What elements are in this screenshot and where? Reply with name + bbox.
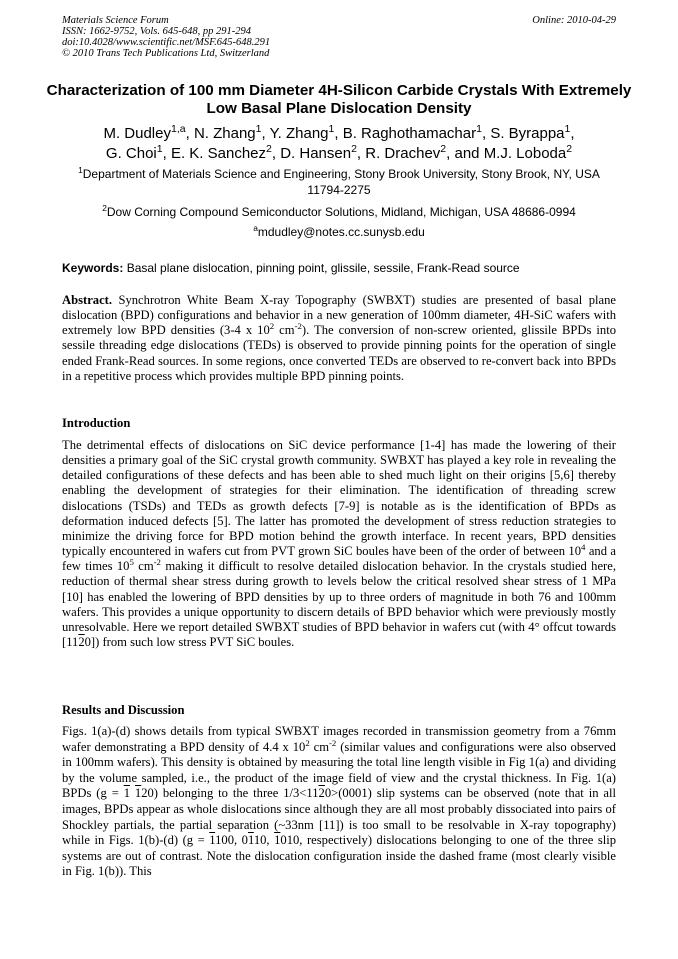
author: N. Zhang — [193, 125, 256, 142]
affiliation-2: $^2$Dow Corning Compound Semiconductor Solutions, Midland, Michigan, USA 48686-0994 — [102, 203, 576, 219]
keywords: Keywords: Basal plane dislocation, pinning point, glissile, sessile, Frank-Read source — [62, 261, 520, 275]
author-list: M. Dudley$^{1,a}$, N. Zhang$^1$, Y. Zhang$^1$, B. Raghothamachar$^1$, S. Byrappa$^1$, G. Choi$^1$, E. K. Sanchez$^2$, D. Hansen$^2$, R. Drachev$^2$, and M.J. Loboda$^2$ — [103, 123, 575, 162]
doi-line: doi:10.4028/www.scientific.net/MSF.645-648.291 — [62, 37, 271, 48]
journal-name: Materials Science Forum — [62, 15, 169, 26]
author: M.J. Loboda — [483, 144, 567, 162]
journal-header — [62, 15, 270, 59]
author: B. Raghothamachar — [342, 125, 477, 142]
author-email: $^a$mdudley@notes.cc.sunysb.edu — [253, 223, 425, 239]
author: M. Dudley — [103, 125, 171, 142]
section-heading-results: Results and Discussion — [62, 703, 185, 717]
author: E. K. Sanchez — [170, 144, 267, 162]
affiliation-1: $^1$Department of Materials Science and Engineering, Stony Brook University, Stony Brook, NY, USA 11794-2275 — [78, 165, 600, 197]
author: R. Drachev — [365, 144, 441, 162]
paper-title: Characterization of 100 mm Diameter 4H-Silicon Carbide Crystals With Extremely Low Basal Plane Dislocation Density — [46, 82, 632, 117]
author: D. Hansen — [280, 144, 352, 162]
author: S. Byrappa — [490, 125, 565, 142]
section-heading-introduction: Introduction — [62, 416, 131, 430]
abstract-label: Abstract. — [62, 293, 113, 307]
issn-line: ISSN: 1662-9752, Vols. 645-648, pp 291-294 — [62, 26, 251, 37]
copyright-line: © 2010 Trans Tech Publications Ltd, Switzerland — [62, 48, 270, 59]
results-paragraph: Figs. 1(a)-(d) shows details from typical SWBXT images recorded in transmission geometry from a 76mm wafer demonstrating a BPD density of 4.4 x $10^2$ $cm^{-2}$ (similar values and configurations were also observed in 100mm wafers). This density is obtained by measuring the total line length visible in Fig 1(a) and dividing by the volume sampled, i.e., the product of the image field of view and the crystal thickness. In Fig. 1(a) BPDs (g = 1 120) belonging to the three 1/3<1120>(0001) slip systems can be observed (note that in all images, BPDs appear as whole dislocations since although they are all most probably dissociated into pairs of Shockley partials, the partial separation (~33nm [11]) is too small to be resolvable in X-ray topography) while in Figs. 1(b)-(d) (g = 1100, 0110, 1010, respectively) dislocations belonging to one of the three slip systems are out of contrast. Note the dislocation configuration inside the dashed frame (most clearly visible in Fig. 1(b)). This — [62, 724, 617, 879]
online-date: Online: 2010-04-29 — [532, 15, 616, 26]
author: Y. Zhang — [269, 125, 329, 142]
author: G. Choi — [105, 144, 157, 162]
abstract-paragraph: Abstract. Synchrotron White Beam X-ray Topography (SWBXT) studies are presented of basal plane dislocation (BPD) configurations and behavior in a new generation of 100mm diameter, 4H-SiC wafers with extremely low BPD densities (3-4 x $10^2$ $cm^{-2}$). The conversion of non-screw oriented, glissile BPDs into sessile threading edge dislocations (TEDs) is observed to provide pinning points for the operation of single ended Frank-Read sources. In some regions, once converted TEDs are observed to re-convert back into BPDs in a repetitive process which provides multiple BPD pinning points. — [62, 293, 616, 383]
introduction-paragraph: The detrimental effects of dislocations on SiC device performance [1-4] has made the lowering of their densities a primary goal of the SiC crystal growth community. SWBXT has played a key role in revealing the detailed configurations of these defects and has been able to shed much light on their origins [5,6] thereby enabling the development of strategies for their elimination. The identification of threading screw dislocations (TSDs) and TEDs as growth defects [7-9] is notable as is the identification of BPDs as deformation induced defects [5]. The latter has promoted the development of stress reduction strategies to minimize the driving force for BPD motion behind the growth interface. In recent years, BPD densities typically encountered in wafers cut from PVT grown SiC boules have been of the order of between $10^4$ and a few times $10^5$ $cm^{-2}$ making it difficult to resolve detailed dislocation behavior. In the crystals studied here, reduction of thermal shear stress during growth to levels below the critical resolved shear stress of 1 MPa [10] has enabled the lowering of BPD densities by up to three orders of magnitude in both 76 and 100mm wafers. This provides a unique opportunity to discern details of BPD behavior which were previously mostly unresolvable. Here we report detailed SWBXT studies of BPD behavior in wafers cut (with 4° offcut towards [1120]) from such low stress PVT SiC boules. — [62, 438, 616, 650]
